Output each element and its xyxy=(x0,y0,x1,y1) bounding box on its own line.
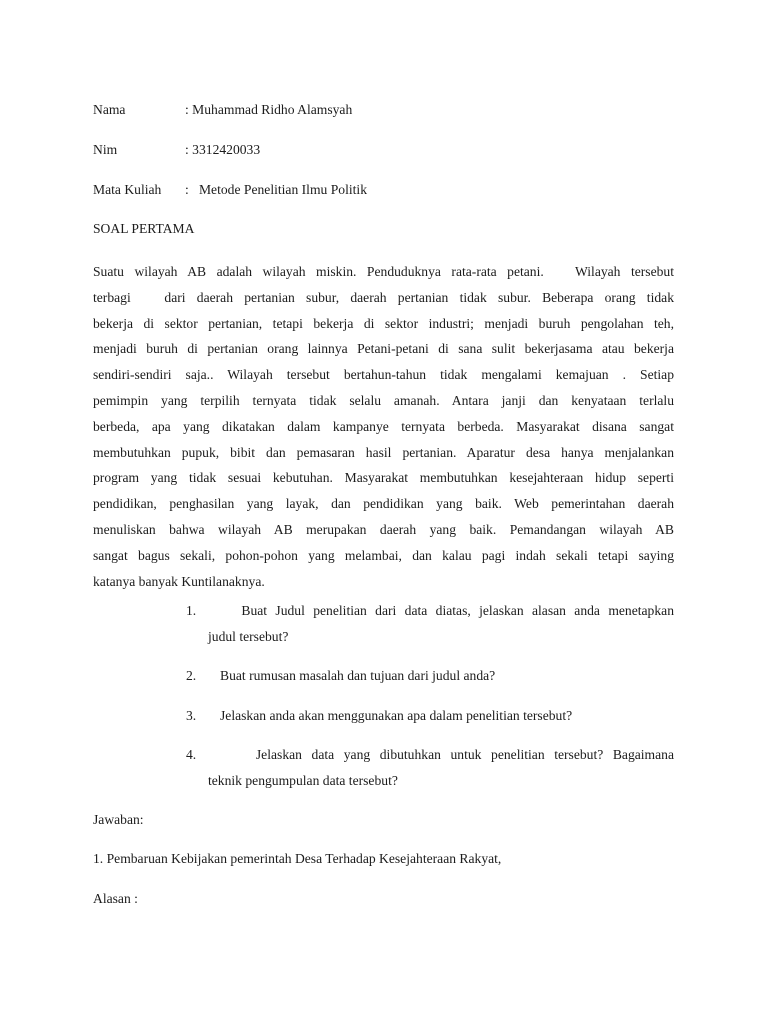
question-text: Buat rumusan masalah dan tujuan dari judul anda? xyxy=(220,668,496,683)
paragraph-line: sangat bagus sekali, pohon-pohon yang melambai, dan kalau pagi indah sekali tetapi saying xyxy=(93,547,674,563)
mata-kuliah-row xyxy=(93,182,367,198)
alasan-label: Alasan : xyxy=(93,891,138,906)
question-text-continued: teknik pengumpulan data tersebut? xyxy=(208,773,398,788)
question-item xyxy=(186,598,674,650)
nama-value: : Muhammad Ridho Alamsyah xyxy=(185,102,353,117)
answer-label: Jawaban: xyxy=(93,812,144,827)
question-item xyxy=(186,742,674,794)
mata-kuliah-value: : Metode Penelitian Ilmu Politik xyxy=(185,182,367,197)
nama-row xyxy=(93,102,352,118)
question-number: 1. xyxy=(186,603,197,618)
nim-value: : 3312420033 xyxy=(185,142,261,157)
question-text: Jelaskan anda akan menggunakan apa dalam penelitian tersebut? xyxy=(220,708,573,723)
mata-kuliah-label: Mata Kuliah xyxy=(93,182,162,197)
paragraph-line: pendidikan, penghasilan yang layak, dan pendidikan yang baik. Web pemerintahan daerah xyxy=(93,496,674,512)
question-item xyxy=(186,663,674,689)
paragraph-line: menjadi buruh di pertanian orang lainnya Petani-petani di sana sulit bekerjasama atau bekerja xyxy=(93,341,674,357)
question-text-continued: judul tersebut? xyxy=(208,629,289,644)
question-text: Jelaskan data yang dibutuhkan untuk penelitian tersebut? Bagaimana xyxy=(208,747,674,762)
question-number: 4. xyxy=(186,747,197,762)
question-number: 3. xyxy=(186,708,197,723)
paragraph-line: pemimpin yang terpilih ternyata tidak selalu amanah. Antara janji dan kenyataan terlalu xyxy=(93,392,674,408)
paragraph-line: membutuhkan pupuk, bibit dan pemasaran hasil pertanian. Aparatur desa hanya menjalankan xyxy=(93,444,674,460)
paragraph-line: program yang tidak sesuai kebutuhan. Masyarakat membutuhkan kesejahteraan hidup seperti xyxy=(93,470,674,486)
nim-label: Nim xyxy=(93,142,118,157)
answer-1: 1. Pembaruan Kebijakan pemerintah Desa Terhadap Kesejahteraan Rakyat, xyxy=(93,851,502,866)
nim-row xyxy=(93,142,260,158)
question-text: Buat Judul penelitian dari data diatas, jelaskan alasan anda menetapkan xyxy=(208,603,674,618)
section-title: SOAL PERTAMA xyxy=(93,221,195,236)
paragraph-line: Suatu wilayah AB adalah wilayah miskin. Penduduknya rata-rata petani. Wilayah tersebut xyxy=(93,264,674,279)
paragraph-line: bekerja di sektor pertanian, tetapi bekerja di sektor industri; menjadi buruh pengolahan teh, xyxy=(93,315,674,331)
paragraph-line: katanya banyak Kuntilanaknya. xyxy=(93,573,265,589)
nama-label: Nama xyxy=(93,102,126,117)
question-item xyxy=(186,703,674,729)
case-paragraph xyxy=(93,259,674,594)
paragraph-line: menuliskan bahwa wilayah AB merupakan daerah yang baik. Pemandangan wilayah AB xyxy=(93,521,674,537)
paragraph-line: berbeda, apa yang dikatakan dalam kampanye ternyata berbeda. Masyarakat disana sangat xyxy=(93,418,674,434)
paragraph-line: sendiri-sendiri saja.. Wilayah tersebut bertahun-tahun tidak mengalami kemajuan . Setiap xyxy=(93,367,674,383)
question-number: 2. xyxy=(186,668,197,683)
paragraph-line: terbagi dari daerah pertanian subur, daerah pertanian tidak subur. Beberapa orang tidak xyxy=(93,289,674,305)
